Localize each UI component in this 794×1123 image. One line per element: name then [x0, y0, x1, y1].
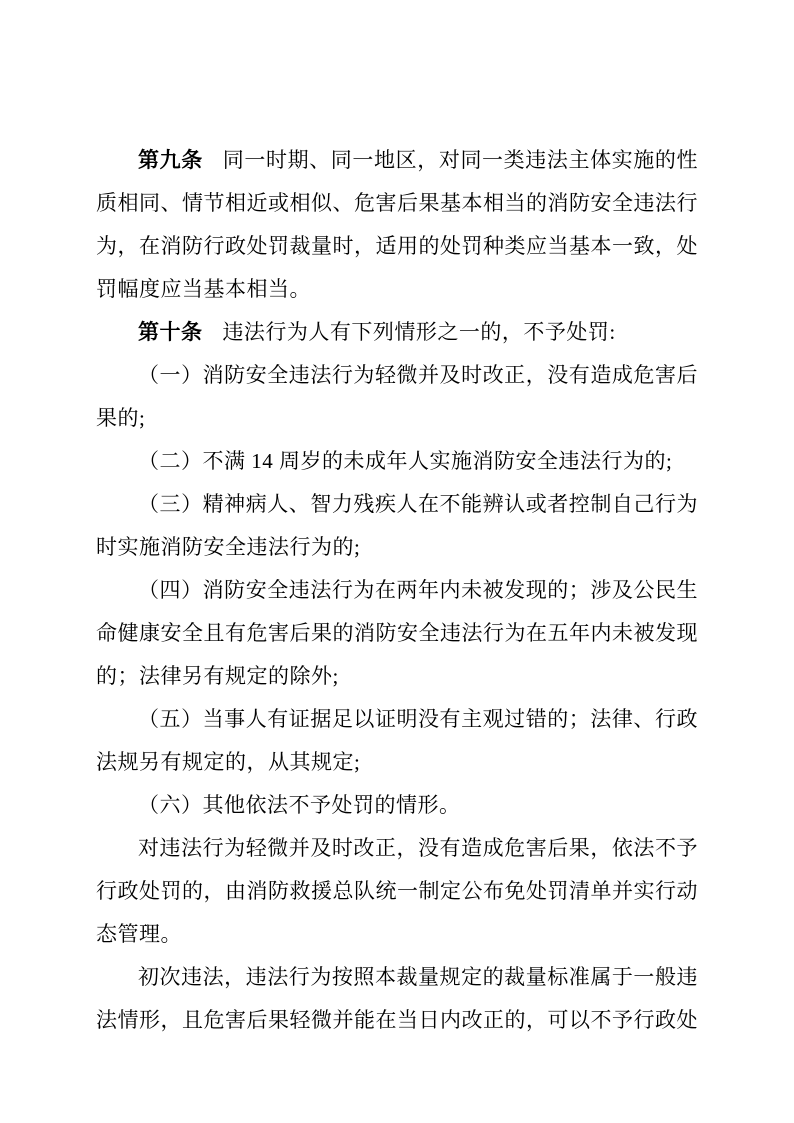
paragraph-article-9: [96, 139, 698, 311]
paragraph-exemption-list: [96, 827, 698, 956]
article-10-number: 第十条: [138, 320, 203, 344]
exemption-list-text: 对违法行为轻微并及时改正，没有造成危害后果，依法不予行政处罚的，由消防救援总队统一制定公布免处罚清单并实行动态管理。: [96, 836, 698, 946]
item-2-text: （二）不满 14 周岁的未成年人实施消防安全违法行为的;: [138, 449, 673, 473]
paragraph-item-2: [96, 440, 698, 483]
item-4-text: （四）消防安全违法行为在两年内未被发现的；涉及公民生命健康安全且有危害后果的消防安全违法行为在五年内未被发现的；法律另有规定的除外;: [96, 578, 698, 688]
article-9-text: 同一时期、同一地区，对同一类违法主体实施的性质相同、情节相近或相似、危害后果基本相当的消防安全违法行为，在消防行政处罚裁量时，适用的处罚种类应当基本一致，处罚幅度应当基本相当。: [96, 148, 699, 301]
paragraph-first-violation: [96, 956, 698, 1042]
item-1-text: （一）消防安全违法行为轻微并及时改正，没有造成危害后果的;: [96, 363, 698, 430]
paragraph-item-3: [96, 483, 698, 569]
document-body: [96, 139, 698, 1042]
first-violation-text: 初次违法，违法行为按照本裁量规定的裁量标准属于一般违法情形，且危害后果轻微并能在当日内改正的，可以不予行政处: [96, 965, 698, 1032]
paragraph-article-10: [96, 311, 698, 354]
item-3-text: （三）精神病人、智力残疾人在不能辨认或者控制自己行为时实施消防安全违法行为的;: [96, 492, 698, 559]
item-5-text: （五）当事人有证据足以证明没有主观过错的；法律、行政法规另有规定的，从其规定;: [96, 707, 698, 774]
paragraph-item-4: [96, 569, 698, 698]
paragraph-item-1: [96, 354, 698, 440]
paragraph-item-5: [96, 698, 698, 784]
article-9-number: 第九条: [138, 148, 203, 172]
paragraph-item-6: [96, 784, 698, 827]
article-10-text: 违法行为人有下列情形之一的，不予处罚:: [222, 320, 616, 344]
item-6-text: （六）其他依法不予处罚的情形。: [138, 793, 461, 817]
